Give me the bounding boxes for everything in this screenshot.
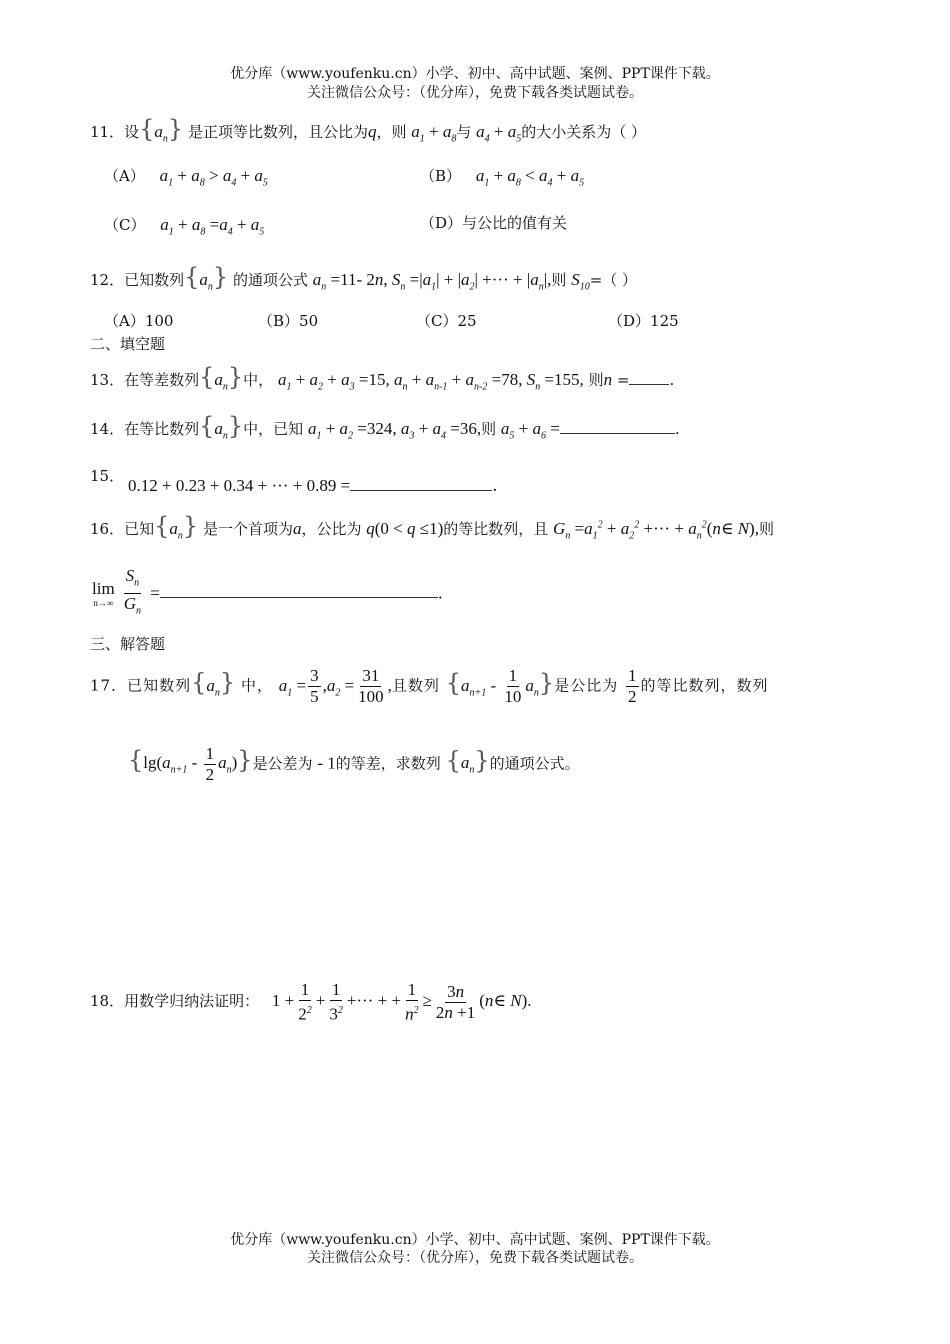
q11-option-b: （B） $a_1 + a_8 < a_4 + a_5$ bbox=[420, 166, 585, 189]
q12-option-c: （C）25 bbox=[416, 312, 477, 330]
q13-answer-blank[interactable] bbox=[629, 384, 669, 385]
q12-option-b: （B）50 bbox=[258, 312, 319, 330]
question-11: 11．设$\{a_n\}$ 是正项等比数列，且公比为q，则 $a_1 + a_8$与 $a_4 + a_5$的大小关系为（ ） bbox=[90, 115, 647, 145]
q17-number: 17．已知数列 bbox=[90, 676, 192, 695]
question-17: 17．已知数列$\{a_n\}$ 中， $a_1$ = $\frac{3}{5}$ $,a_2$ = $\frac{31}{100}$ ,且数列 {$a_{n+1}$ - $\frac{1}{10}$ $a_n$}是公比为 $\frac{1}{2}$ 的等比数列，数列 bbox=[90, 666, 769, 707]
section-fill-in-heading: 二、填空题 bbox=[90, 335, 166, 353]
footer-line-2: 关注微信公众号：（优分库），免费下载各类试题试卷。 bbox=[307, 1250, 643, 1266]
header-line-1: 优分库（www.youfenku.cn）小学、初中、高中试题、案例、PPT课件下载。 bbox=[230, 66, 720, 82]
footer-line-1: 优分库（www.youfenku.cn）小学、初中、高中试题、案例、PPT课件下载。 bbox=[230, 1232, 720, 1248]
q11-number: 11．设 bbox=[90, 123, 140, 141]
question-13: 13．在等差数列$\{a_n\}$中， $a_1 + a_2 + a_3 =15$, $a_n + a_{n-1} + a_{n-2} =78$, $S_n =155$, 则n = . bbox=[90, 363, 675, 393]
q12-option-a: （A）100 bbox=[104, 312, 174, 330]
question-16: 16．已知$\{a_n\}$ 是一个首项为a，公比为 q(0 < q ≤1)的等比数列，且 $G_n =a_1^2 + a_2^2$ +··· + $a_n^2(n\in$ N),则 bbox=[90, 512, 774, 542]
question-12: 12．已知数列$\{a_n\}$ 的通项公式 $a_n =11-$ 2n, $S_n =|a_1| + |a_2|$ +··· + $|a_n|$,则 $S_{10}=$（ ） bbox=[90, 263, 638, 293]
q12-number: 12．已知数列 bbox=[90, 271, 185, 289]
q14-number: 14．在等比数列 bbox=[90, 420, 200, 438]
header-line-2: 关注微信公众号：（优分库），免费下载各类试题试卷。 bbox=[307, 85, 643, 101]
q18-number: 18．用数学归纳法证明： bbox=[90, 992, 260, 1011]
section-answer-heading: 三、解答题 bbox=[90, 635, 166, 653]
q14-answer-blank[interactable] bbox=[560, 433, 675, 434]
q11-option-c: （C） $a_1 + a_8 =a_4 + a_5$ bbox=[104, 215, 265, 238]
question-14: 14．在等比数列$\{a_n\}$中，已知 $a_1 + a_2 =324$, $a_3 + a_4 =36$,则 $a_5 + a_6$ = . bbox=[90, 412, 680, 442]
question-18: 18．用数学归纳法证明： 1 + $\frac{1}{2^2}$ + $\frac{1}{3^2}$ +··· + + $\frac{1}{n^2}$ ≥ $\frac{3n}{2n +1}$ (n∈ N). bbox=[90, 980, 532, 1024]
question-15: 0.12 + 0.23 + 0.34 + ··· + 0.89 = . bbox=[128, 476, 498, 496]
q16-limit-expression: lim n→∞ $\frac{S_n}{G_n}$ = . bbox=[92, 566, 443, 617]
q16-number: 16．已知 bbox=[90, 520, 155, 538]
q15-number: 15． bbox=[90, 467, 125, 485]
question-17-line-2: {$\lg(a_{n+1}$ - $\frac{1}{2}$ $a_n$)}是公差为 - 1的等差，求数列 $\{a_n\}$的通项公式。 bbox=[128, 744, 580, 784]
q15-answer-blank[interactable] bbox=[350, 490, 492, 491]
q11-option-d: （D）与公比的值有关 bbox=[420, 214, 568, 232]
q11-option-a: （A） $a_1 + a_8 > a_4 + a_5$ bbox=[104, 166, 268, 189]
q15-expression: 0.12 + 0.23 + 0.34 + ··· + 0.89 = bbox=[128, 476, 351, 495]
q13-number: 13．在等差数列 bbox=[90, 371, 200, 389]
q12-option-d: （D）125 bbox=[608, 312, 679, 330]
q16-answer-blank[interactable] bbox=[160, 597, 438, 598]
